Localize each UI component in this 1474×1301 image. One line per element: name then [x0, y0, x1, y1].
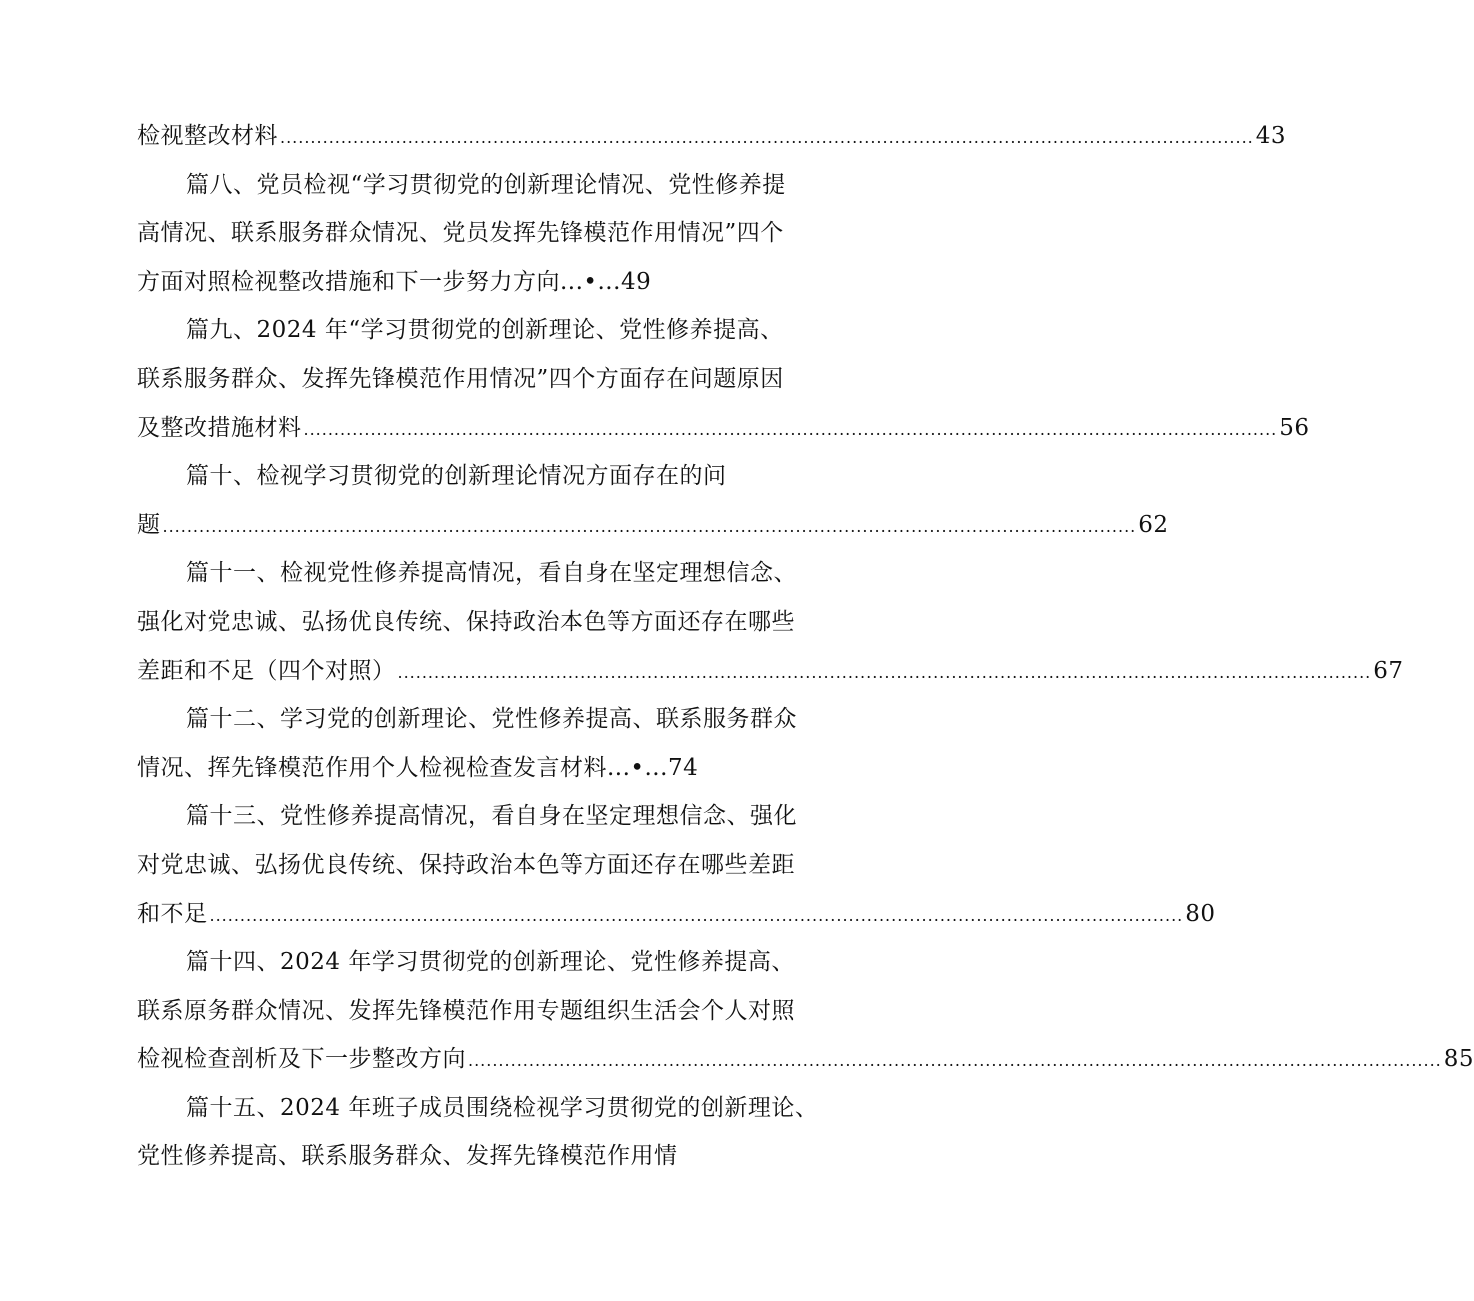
- toc-entry-last-line: [137, 112, 1287, 161]
- toc-entry-line: 篇十二、学习党的创新理论、党性修养提高、联系服务群众: [186, 706, 797, 733]
- toc-entry-text: 检视检查剖析及下一步整改方向: [137, 1046, 466, 1073]
- toc-entry[interactable]: [137, 452, 1169, 549]
- page-number: 56: [1279, 414, 1310, 441]
- toc-entry-text: 检视整改材料: [137, 123, 278, 149]
- toc-entry-text: 方面对照检视整改措施和下一步努力方向: [137, 268, 560, 295]
- toc-entry-line: 篇十、检视学习贯彻党的创新理论情况方面存在的问: [186, 463, 727, 490]
- toc-entry-last-line: [137, 404, 1310, 453]
- toc-entry-line: 篇十三、党性修养提高情况，看自身在坚定理想信念、强化: [186, 803, 797, 830]
- toc-entry-text: 党性修养提高、联系服务群众、发挥先锋模范作用情: [137, 1143, 678, 1170]
- dot-leader: ................................................................................................................................................................: [303, 419, 1278, 439]
- toc-entry-line: 篇九、2024 年“学习贯彻党的创新理论、党性修养提高、: [186, 317, 784, 344]
- toc-entry-text: 和不足: [137, 900, 208, 927]
- toc-entry[interactable]: [137, 1084, 819, 1181]
- page-number: 49: [620, 268, 652, 295]
- page-number: 62: [1138, 511, 1169, 538]
- toc-entry[interactable]: [137, 306, 1310, 452]
- toc-entry-line: 对党忠诚、弘扬优良传统、保持政治本色等方面还存在哪些差距: [137, 851, 795, 878]
- toc-entry-last-line: [137, 1132, 789, 1181]
- dot-leader: ................................................................................................................................................................: [280, 128, 1254, 147]
- toc-entry-last-line: [137, 501, 1169, 550]
- toc-entry[interactable]: [137, 695, 797, 792]
- page-number: 43: [1255, 123, 1287, 149]
- dot-leader: ...•...: [560, 268, 621, 295]
- toc-entry-last-line: [137, 1035, 1474, 1084]
- dot-leader: ................................................................................................................................................................: [209, 905, 1184, 925]
- toc-page: [137, 112, 1474, 1181]
- toc-entry-text: 差距和不足（四个对照）: [137, 657, 396, 684]
- toc-entry-line: 联系服务群众、发挥先锋模范作用情况”四个方面存在问题原因: [137, 365, 784, 392]
- toc-entry[interactable]: [137, 792, 1216, 938]
- page-number: 85: [1443, 1046, 1474, 1073]
- dot-leader: ................................................................................................................................................................: [468, 1051, 1442, 1071]
- toc-entry-last-line: [137, 890, 1216, 939]
- toc-entry-line: 篇八、党员检视“学习贯彻党的创新理论情况、党性修养提: [186, 171, 786, 198]
- toc-entry[interactable]: [137, 112, 1287, 161]
- page-number: 67: [1373, 657, 1404, 684]
- toc-entry-line: 篇十一、检视党性修养提高情况，看自身在坚定理想信念、: [186, 560, 797, 587]
- toc-entry-line: 强化对党忠诚、弘扬优良传统、保持政治本色等方面还存在哪些: [137, 608, 795, 635]
- toc-entry-last-line: [137, 647, 1404, 696]
- toc-entry[interactable]: [137, 938, 1474, 1084]
- page-number: 80: [1185, 900, 1216, 927]
- toc-entry-text: 情况、挥先锋模范作用个人检视检查发言材料: [137, 754, 607, 781]
- dot-leader: ...•...: [607, 754, 668, 781]
- toc-entry-text: 及整改措施材料: [137, 414, 302, 441]
- toc-entry-line: 篇十五、2024 年班子成员围绕检视学习贯彻党的创新理论、: [186, 1094, 819, 1121]
- toc-entry-last-line: [137, 258, 789, 307]
- toc-entry-text: 题: [137, 511, 161, 538]
- dot-leader: ................................................................................................................................................................: [397, 662, 1372, 682]
- toc-entry[interactable]: [137, 161, 789, 307]
- toc-entry-line: 高情况、联系服务群众情况、党员发挥先锋模范作用情况”四个: [137, 220, 784, 247]
- toc-entry-line: 篇十四、2024 年学习贯彻党的创新理论、党性修养提高、: [186, 949, 795, 976]
- toc-entry-line: 联系原务群众情况、发挥先锋模范作用专题组织生活会个人对照: [137, 997, 795, 1024]
- toc-entry-last-line: [137, 744, 789, 793]
- dot-leader: ................................................................................................................................................................: [162, 516, 1137, 536]
- page-number: 74: [667, 754, 699, 781]
- toc-entry[interactable]: [137, 549, 1404, 695]
